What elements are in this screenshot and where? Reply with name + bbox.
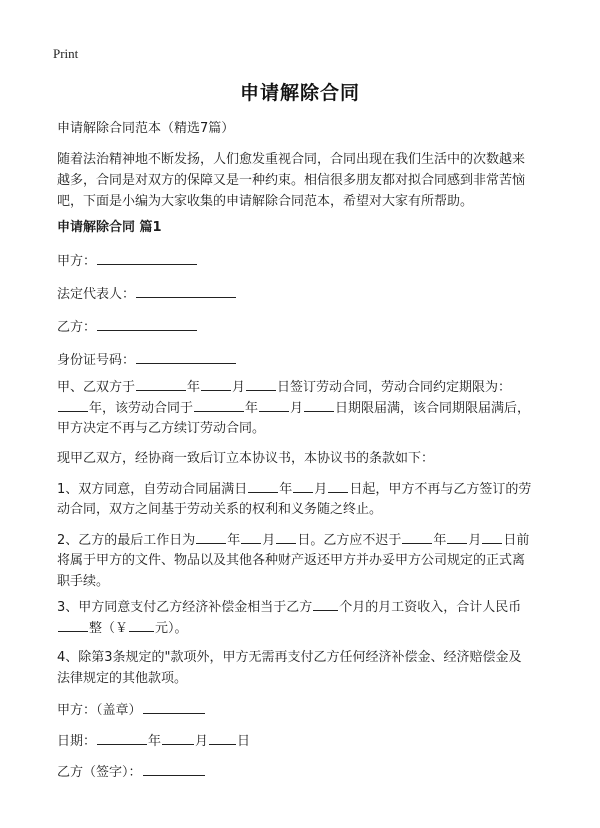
blank-month[interactable] — [447, 529, 467, 544]
party-a-blank[interactable] — [97, 250, 197, 265]
blank-term-years[interactable] — [58, 397, 88, 412]
clause3-line-2 — [57, 617, 557, 639]
blank-month[interactable] — [293, 478, 313, 493]
blank-month[interactable] — [162, 730, 194, 745]
agreement-intro: 现甲乙双方，经协商一致后订立本协议书，本协议书的条款如下： — [57, 451, 435, 466]
document-subtitle: 申请解除合同范本（精选7篇） — [57, 121, 235, 136]
clause3-line-1 — [57, 596, 557, 618]
blank-amount-words[interactable] — [58, 617, 88, 632]
clause3-text: 元）。 — [155, 621, 188, 636]
clause4-line-2: 法律规定的其他款项。 — [57, 671, 188, 686]
clause2-text: 日前 — [503, 533, 530, 548]
para1-text: 日期限届满，该合同期限届满后， — [335, 401, 531, 416]
clause3-text: 3、甲方同意支付乙方经济补偿金相当于乙方 — [57, 600, 313, 615]
para1-text: 月 — [290, 401, 304, 416]
clause3-text: 整（￥ — [89, 621, 129, 636]
section-heading: 申请解除合同 篇1 — [57, 220, 162, 235]
clause2-line-3: 职手续。 — [57, 574, 110, 589]
clause1-text: 年 — [279, 482, 293, 497]
clause4-line-1: 4、除第3条规定的"款项外，甲方无需再支付乙方任何经济补偿金、经济赔偿金及 — [57, 650, 522, 665]
blank-year[interactable] — [97, 730, 147, 745]
blank-day[interactable] — [328, 478, 348, 493]
document-title: 申请解除合同 — [239, 82, 360, 104]
party-a-label: 甲方： — [57, 254, 97, 269]
clause2-text: 月 — [468, 533, 482, 548]
clause2-text: 年 — [433, 533, 447, 548]
intro-line-2: 越多，合同是对双方的保障又是一种约束。相信很多朋友都对拟合同感到非常苦恼 — [57, 173, 526, 188]
clause2-line-1 — [57, 529, 557, 551]
blank-year[interactable] — [196, 529, 226, 544]
clause2-text: 年 — [227, 533, 241, 548]
para1-text: 日签订劳动合同，劳动合同约定期限为： — [277, 380, 512, 395]
party-a-field — [57, 250, 557, 272]
date-text: 日 — [237, 734, 251, 749]
party-a-seal-blank[interactable] — [143, 699, 205, 714]
party-a-seal-field — [57, 699, 557, 721]
blank-year[interactable] — [194, 397, 244, 412]
intro-line-3: 吧，下面是小编为大家收集的申请解除合同范本，希望对大家有所帮助。 — [57, 194, 474, 209]
print-label: Print — [53, 46, 79, 61]
para1-line-2 — [57, 397, 557, 419]
clause1-text: 月 — [314, 482, 328, 497]
blank-day[interactable] — [246, 376, 276, 391]
legal-rep-field — [57, 283, 557, 305]
para1-line-3: 甲方决定不再与乙方续订劳动合同。 — [57, 421, 266, 436]
blank-day[interactable] — [482, 529, 502, 544]
clause2-text: 日。乙方应不迟于 — [297, 533, 402, 548]
blank-month[interactable] — [259, 397, 289, 412]
blank-year[interactable] — [402, 529, 432, 544]
party-a-seal-label: 甲方：（盖章） — [57, 703, 142, 718]
party-b-sign-field — [57, 761, 557, 783]
party-b-sign-blank[interactable] — [143, 761, 205, 776]
id-number-label: 身份证号码： — [57, 353, 136, 368]
blank-amount-figure[interactable] — [129, 617, 154, 632]
blank-year[interactable] — [248, 478, 278, 493]
id-number-field — [57, 349, 557, 371]
para1-text: 年 — [187, 380, 201, 395]
party-b-field — [57, 316, 557, 338]
clause1-line-1 — [57, 478, 557, 500]
date-text: 月 — [195, 734, 209, 749]
legal-rep-blank[interactable] — [136, 283, 236, 298]
intro-line-1: 随着法治精神地不断发扬，人们愈发重视合同，合同出现在我们生活中的次数越来 — [57, 152, 526, 167]
para1-text: 年 — [245, 401, 259, 416]
blank-year[interactable] — [136, 376, 186, 391]
blank-day[interactable] — [276, 529, 296, 544]
clause3-text: 个月的月工资收入，合计人民币 — [339, 600, 522, 615]
legal-rep-label: 法定代表人： — [57, 287, 136, 302]
para1-text: 月 — [232, 380, 246, 395]
blank-day[interactable] — [304, 397, 334, 412]
para1-line-1 — [57, 376, 557, 398]
blank-months[interactable] — [313, 596, 338, 611]
clause2-text: 2、乙方的最后工作日为 — [57, 533, 196, 548]
clause2-line-2: 将属于甲方的文件、物品以及其他各种财产返还甲方并办妥甲方公司规定的正式离 — [57, 553, 526, 568]
date-text: 年 — [148, 734, 162, 749]
clause1-text: 1、双方同意，自劳动合同届满日 — [57, 482, 248, 497]
clause1-text: 日起，甲方不再与乙方签订的劳 — [349, 482, 532, 497]
party-b-label: 乙方： — [57, 320, 97, 335]
clause2-text: 月 — [262, 533, 276, 548]
blank-month[interactable] — [201, 376, 231, 391]
para1-text: 甲、乙双方于 — [57, 380, 136, 395]
id-number-blank[interactable] — [136, 349, 236, 364]
clause1-line-2: 动合同，双方之间基于劳动关系的权利和义务随之终止。 — [57, 502, 383, 517]
party-b-blank[interactable] — [97, 316, 197, 331]
party-b-sign-label: 乙方（签字）： — [57, 765, 142, 780]
para1-text: 年，该劳动合同于 — [89, 401, 194, 416]
blank-day[interactable] — [209, 730, 236, 745]
date-field — [57, 730, 557, 752]
blank-month[interactable] — [241, 529, 261, 544]
date-label: 日期： — [57, 734, 97, 749]
